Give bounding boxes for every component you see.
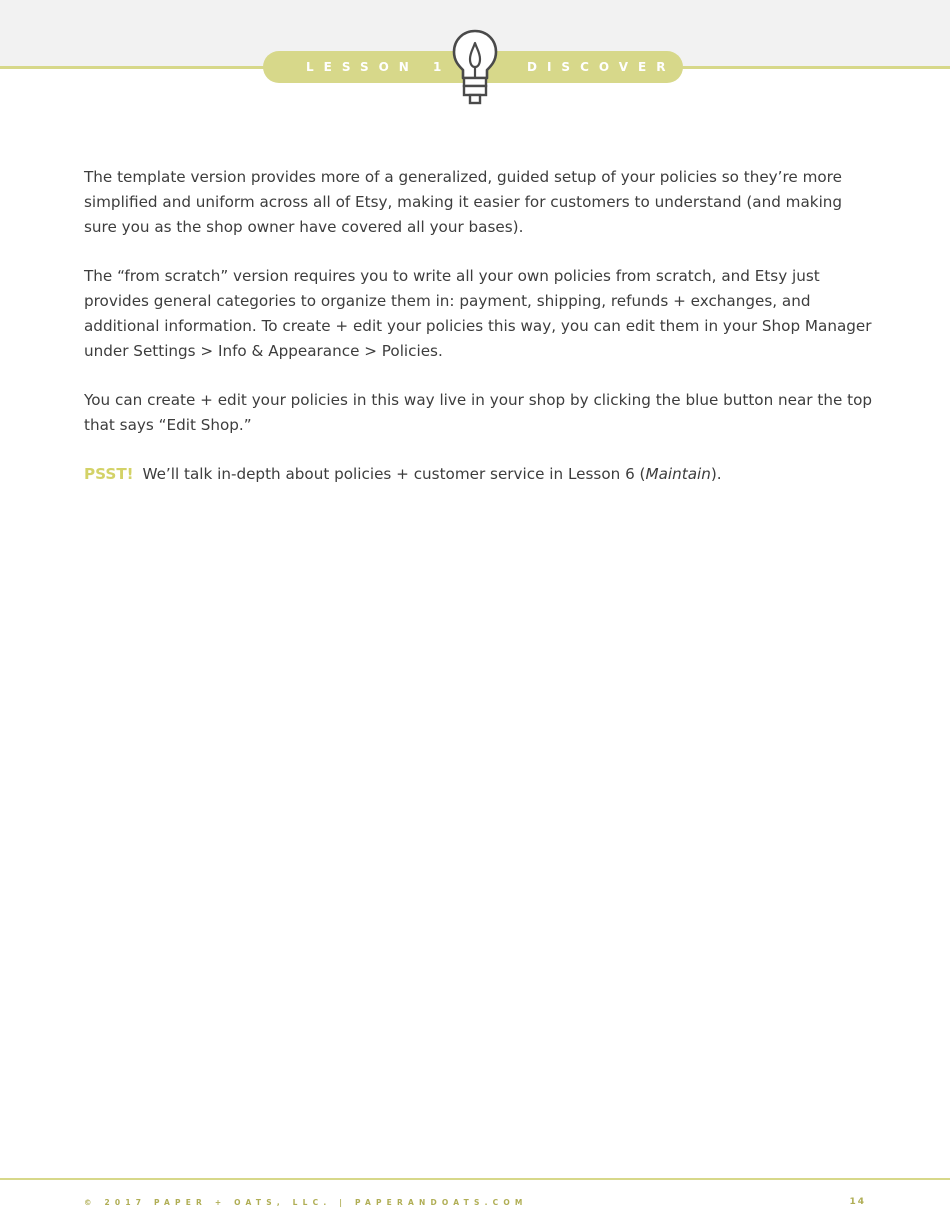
psst-end: ). (710, 465, 722, 483)
lesson-label: LESSON 1 (306, 60, 452, 74)
paragraph-edit-shop: You can create + edit your policies in this way live in your shop by clicking the blue button near the top that says “Edit Shop.” (84, 391, 873, 434)
psst-note (84, 462, 874, 487)
psst-italic: Maintain (645, 465, 711, 483)
psst-label: PSST! (84, 465, 134, 483)
footer-rule (0, 1178, 950, 1180)
page-number: 14 (849, 1197, 866, 1207)
paragraph-template-version: The template version provides more of a generalized, guided setup of your policies so they’re more simplified and uniform across all of Etsy, making it easier for customers to understand (and making sure you as the shop owner have covered all your bases). (84, 168, 843, 236)
footer-copyright: © 2017 PAPER + OATS, LLC. | PAPERANDOATS.COM (84, 1198, 528, 1207)
paragraph-from-scratch: The “from scratch” version requires you to write all your own policies from scratch, and Etsy just provides general categories to organize them in: payment, shipping, refunds + exchanges, and additional information. To create + edit your policies this way, you can edit them in your Shop Manager under Settings > Info & Appearance > Policies. (84, 267, 872, 360)
section-label: DISCOVER (527, 60, 676, 74)
psst-text: We’ll talk in-depth about policies + customer service in Lesson 6 ( (142, 465, 646, 483)
lightbulb-icon (448, 29, 502, 106)
page-content (84, 165, 874, 511)
